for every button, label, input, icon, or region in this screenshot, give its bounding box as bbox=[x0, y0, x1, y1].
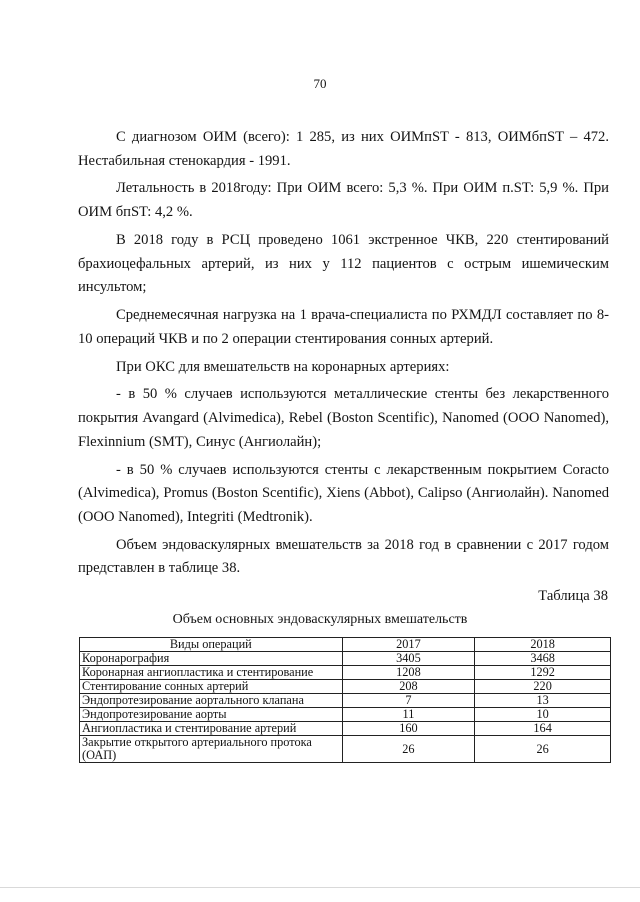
table-header-row bbox=[80, 638, 611, 652]
operation-name: Закрытие открытого артериального протока (ОАП) bbox=[80, 736, 343, 763]
value-2018: 164 bbox=[475, 722, 611, 736]
header-operation-type: Виды операций bbox=[80, 638, 343, 652]
table-row bbox=[80, 680, 611, 694]
value-2017: 11 bbox=[342, 708, 475, 722]
paragraph-mortality: Летальность в 2018году: При ОИМ всего: 5,3 %. При ОИМ п.ST: 5,9 %. При ОИМ бпST: 4,2 %. bbox=[78, 180, 609, 221]
value-2017: 7 bbox=[342, 694, 475, 708]
paragraph-drug-eluting-stents: - в 50 % случаев используются стенты с лекарственным покрытием Coracto (Alvimedica), Promus (Boston Scentific), Xiens (Abbot), Calipso (Ангиолайн). Nanomed (ООО Nanomed), Integriti (Medtronik). bbox=[78, 461, 609, 525]
value-2018: 1292 bbox=[475, 666, 611, 680]
table-row bbox=[80, 736, 611, 763]
value-2017: 3405 bbox=[342, 652, 475, 666]
paragraph-acs-intro: При ОКС для вмешательств на коронарных артериях: bbox=[116, 358, 450, 375]
paragraph-table-reference: Объем эндоваскулярных вмешательств за 2018 год в сравнении с 2017 годом представлен в таблице 38. bbox=[78, 536, 609, 577]
operations-table bbox=[79, 637, 611, 763]
value-2018: 26 bbox=[475, 736, 611, 763]
value-2018: 3468 bbox=[475, 652, 611, 666]
table-row bbox=[80, 722, 611, 736]
paragraph-bare-metal-stents: - в 50 % случаев используются металлические стенты без лекарственного покрытия Avangard (Alvimedica), Rebel (Boston Scentific), Nanomed (ООО Nanomed), Flexinnium (SMT), Синус (Ангиолайн); bbox=[78, 386, 609, 450]
value-2017: 1208 bbox=[342, 666, 475, 680]
page-bottom-divider bbox=[0, 887, 640, 888]
table-title: Объем основных эндоваскулярных вмешательств bbox=[172, 612, 468, 627]
operation-name: Эндопротезирование аорты bbox=[80, 708, 343, 722]
header-year-2017: 2017 bbox=[342, 638, 475, 652]
value-2018: 13 bbox=[475, 694, 611, 708]
paragraph-diagnosis: С диагнозом ОИМ (всего): 1 285, из них ОИМпST - 813, ОИМбпST – 472. Нестабильная стенокардия - 1991. bbox=[78, 129, 609, 169]
operation-name: Эндопротезирование аортального клапана bbox=[80, 694, 343, 708]
operation-name: Коронарография bbox=[80, 652, 343, 666]
paragraph-pci-count: В 2018 году в РСЦ проведено 1061 экстренное ЧКВ, 220 стентирований брахиоцефальных артерий, из них у 112 пациентов с острым ишемическим инсультом; bbox=[78, 231, 609, 296]
paragraph-workload: Среднемесячная нагрузка на 1 врача-специалиста по РХМДЛ составляет по 8-10 операций ЧКВ и по 2 операции стентирования сонных артерий. bbox=[78, 307, 609, 347]
value-2018: 220 bbox=[475, 680, 611, 694]
table-row bbox=[80, 694, 611, 708]
table-row bbox=[80, 652, 611, 666]
operation-name: Коронарная ангиопластика и стентирование bbox=[80, 666, 343, 680]
table-row bbox=[80, 708, 611, 722]
operation-name: Ангиопластика и стентирование артерий bbox=[80, 722, 343, 736]
table-label: Таблица 38 bbox=[538, 588, 608, 604]
value-2017: 208 bbox=[342, 680, 475, 694]
value-2018: 10 bbox=[475, 708, 611, 722]
table-row bbox=[80, 666, 611, 680]
value-2017: 26 bbox=[342, 736, 475, 763]
header-year-2018: 2018 bbox=[475, 638, 611, 652]
operation-name: Стентирование сонных артерий bbox=[80, 680, 343, 694]
body-text bbox=[78, 126, 609, 585]
page-number: 70 bbox=[313, 76, 327, 91]
value-2017: 160 bbox=[342, 722, 475, 736]
